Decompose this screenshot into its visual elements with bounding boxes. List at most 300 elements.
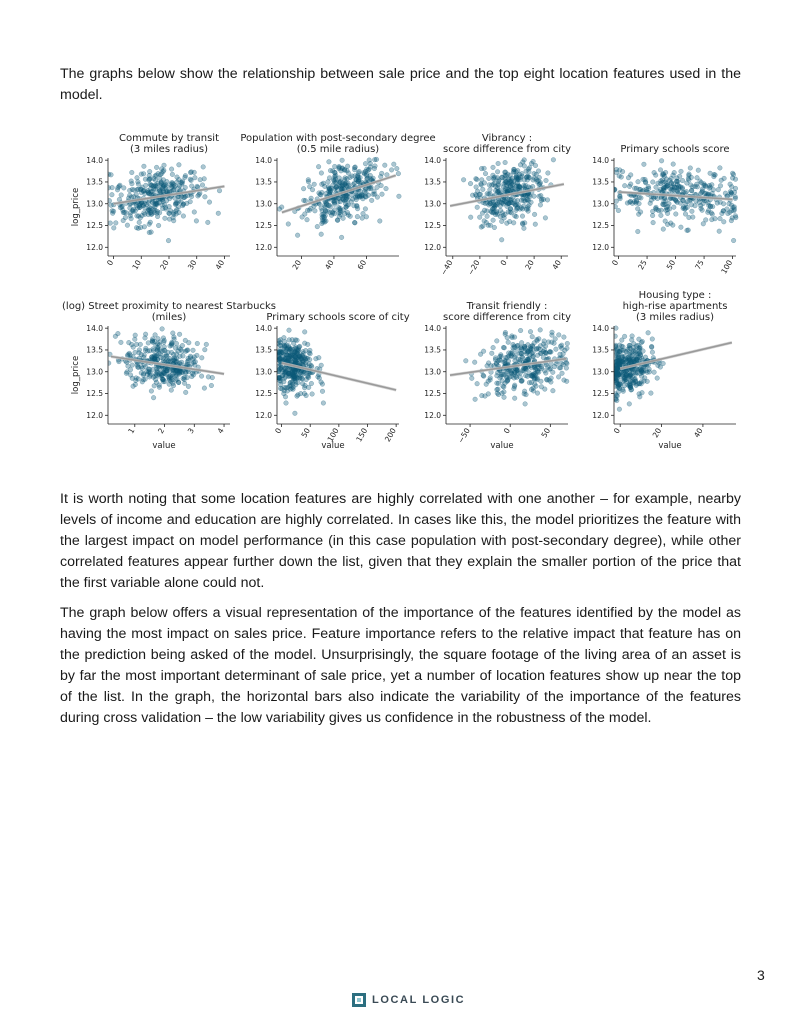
y-tick-label: 14.0 xyxy=(424,323,441,333)
scatter-point xyxy=(633,194,638,199)
y-tick-label: 13.5 xyxy=(424,345,441,355)
scatter-point xyxy=(282,335,287,340)
scatter-point xyxy=(637,201,642,206)
scatter-point xyxy=(654,185,659,190)
scatter-point xyxy=(486,392,491,397)
scatter-point xyxy=(284,401,289,406)
scatter-point xyxy=(160,373,165,378)
scatter-point xyxy=(637,337,642,342)
scatter-point xyxy=(563,348,568,353)
scatter-point xyxy=(159,355,164,360)
scatter-point xyxy=(363,207,368,212)
scatter-point xyxy=(485,191,490,196)
scatter-point xyxy=(334,185,339,190)
scatter-point xyxy=(512,169,517,174)
scatter-point xyxy=(305,208,310,213)
scatter-point xyxy=(282,371,287,376)
scatter-point xyxy=(495,387,500,392)
scatter-point xyxy=(174,341,179,346)
scatter-point xyxy=(157,201,162,206)
scatter-point xyxy=(501,384,506,389)
scatter-point xyxy=(726,211,731,216)
scatter-point xyxy=(652,196,657,201)
scatter-point xyxy=(191,348,196,353)
scatter-point xyxy=(514,375,519,380)
scatter-point xyxy=(531,350,536,355)
y-tick-label: 12.5 xyxy=(255,221,272,231)
scatter-point xyxy=(616,384,621,389)
scatter-point xyxy=(383,163,388,168)
scatter-point xyxy=(495,339,500,344)
y-tick-label: 12.5 xyxy=(86,221,103,231)
scatter-point xyxy=(302,330,307,335)
x-tick-label: 40 xyxy=(692,426,705,440)
scatter-point xyxy=(496,381,501,386)
x-tick-label: 1 xyxy=(126,426,137,436)
scatter-point xyxy=(617,168,622,173)
scatter-point xyxy=(495,201,500,206)
scatter-point xyxy=(355,214,360,219)
scatter-point xyxy=(503,212,508,217)
scatter-point xyxy=(515,348,520,353)
scatter-point xyxy=(562,378,567,383)
scatter-point xyxy=(529,373,534,378)
scatter-point xyxy=(622,183,627,188)
x-axis-label: value xyxy=(490,441,514,451)
scatter-point xyxy=(162,168,167,173)
points xyxy=(612,326,666,412)
scatter-point xyxy=(501,345,506,350)
scatter-point xyxy=(628,199,633,204)
scatter-point xyxy=(532,212,537,217)
panel-title: (miles) xyxy=(151,312,187,323)
scatter-point xyxy=(565,341,570,346)
scatter-point xyxy=(190,362,195,367)
y-axis-label: log_price xyxy=(71,355,81,395)
scatter-point xyxy=(147,207,152,212)
scatter-point xyxy=(485,214,490,219)
scatter-point xyxy=(295,394,300,399)
scatter-point xyxy=(195,341,200,346)
scatter-point xyxy=(309,381,314,386)
scatter-point xyxy=(301,186,306,191)
scatter-point xyxy=(136,214,141,219)
scatter-point xyxy=(116,331,121,336)
scatter-point xyxy=(289,353,294,358)
scatter-point xyxy=(294,347,299,352)
x-tick-label: 20 xyxy=(158,258,171,272)
scatter-point xyxy=(718,200,723,205)
scatter-point xyxy=(490,351,495,356)
scatter-point xyxy=(689,203,694,208)
scatter-point xyxy=(468,181,473,186)
scatter-point xyxy=(369,198,374,203)
scatter-point xyxy=(527,166,532,171)
scatter-point xyxy=(143,336,148,341)
scatter-point xyxy=(710,212,715,217)
scatter-point xyxy=(474,185,479,190)
scatter-point xyxy=(366,193,371,198)
scatter-point xyxy=(169,388,174,393)
scatter-point xyxy=(186,384,191,389)
scatter-point xyxy=(537,194,542,199)
y-axis-label: log_price xyxy=(71,187,81,227)
scatter-point xyxy=(278,386,283,391)
scatter-point xyxy=(332,164,337,169)
scatter-point xyxy=(179,370,184,375)
scatter-point xyxy=(681,206,686,211)
scatter-point xyxy=(644,187,649,192)
scatter-point xyxy=(680,185,685,190)
scatter-point xyxy=(643,180,648,185)
scatter-point xyxy=(306,373,311,378)
y-tick-label: 13.0 xyxy=(424,199,441,209)
footer-logo xyxy=(352,993,465,1007)
scatter-point xyxy=(481,349,486,354)
scatter-point xyxy=(151,395,156,400)
scatter-point xyxy=(396,171,401,176)
scatter-point xyxy=(185,362,190,367)
scatter-point xyxy=(630,359,635,364)
scatter-point xyxy=(307,184,312,189)
scatter-panel xyxy=(592,144,738,275)
scatter-point xyxy=(634,383,639,388)
scatter-point xyxy=(642,369,647,374)
scatter-point xyxy=(146,341,151,346)
scatter-point xyxy=(135,175,140,180)
y-tick-label: 12.5 xyxy=(86,389,103,399)
scatter-point xyxy=(321,401,326,406)
correlation-paragraph: It is worth noting that some location features are highly correlated with one another – for example, nearby levels of income and education are highly correlated. In cases like this, the model prioritizes the feature with the largest impact on model performance (in this case population with post-secondary degree), while other correlated features appear further down the list, given that they explain the smaller portion of the price that the first variable alone could not. xyxy=(60,491,741,591)
scatter-point xyxy=(316,164,321,169)
scatter-point xyxy=(635,367,640,372)
scatter-point xyxy=(130,181,135,186)
panel-title: score difference from city xyxy=(443,144,571,155)
scatter-point xyxy=(512,344,517,349)
scatter-point xyxy=(134,192,139,197)
scatter-point xyxy=(679,169,684,174)
scatter-point xyxy=(523,373,528,378)
scatter-point xyxy=(532,171,537,176)
y-tick-label: 14.0 xyxy=(86,323,103,333)
scatter-point xyxy=(502,395,507,400)
scatter-point xyxy=(305,217,310,222)
scatter-point xyxy=(505,221,510,226)
scatter-point xyxy=(528,329,533,334)
scatter-point xyxy=(479,182,484,187)
scatter-point xyxy=(295,233,300,238)
scatter-point xyxy=(613,187,618,192)
scatter-point xyxy=(551,388,556,393)
scatter-point xyxy=(560,371,565,376)
panel-title: high-rise apartments xyxy=(622,301,728,312)
x-tick-label: 0 xyxy=(501,426,512,436)
intro-paragraph: The graphs below show the relationship between sale price and the top eight location features used in the model. xyxy=(60,66,741,103)
panel-title: Population with post-secondary degree xyxy=(240,133,436,144)
scatter-point xyxy=(138,203,143,208)
scatter-point xyxy=(282,340,287,345)
y-tick-label: 13.0 xyxy=(255,199,272,209)
feature-importance-paragraph: The graph below offers a visual representation of the importance of the features identified by the model as having the most impact on sales price. Feature importance refers to the relative impact that feature has on the prediction being asked of the model. Unsurprisingly, the square footage of the living area of an asset is by far the most important determinant of sale price, yet a number of location features show up near the top of the list. In the graph, the horizontal bars also indicate the variability of the importance of the features during cross validation – the low variability gives us confidence in the robustness of the model. xyxy=(60,605,741,726)
scatter-point xyxy=(109,203,114,208)
scatter-point xyxy=(173,346,178,351)
scatter-point xyxy=(473,397,478,402)
scatter-point xyxy=(561,362,566,367)
scatter-point xyxy=(320,382,325,387)
x-tick-label: 40 xyxy=(323,258,336,272)
scatter-point xyxy=(345,210,350,215)
points xyxy=(612,159,738,243)
scatter-panel xyxy=(240,133,435,271)
scatter-point xyxy=(163,354,168,359)
scatter-point xyxy=(487,176,492,181)
scatter-point xyxy=(340,186,345,191)
scatter-point xyxy=(533,222,538,227)
scatter-point xyxy=(192,210,197,215)
scatter-point xyxy=(352,203,357,208)
scatter-point xyxy=(512,396,517,401)
scatter-point xyxy=(202,386,207,391)
panel-title: Transit friendly : xyxy=(466,301,548,312)
scatter-point xyxy=(483,171,488,176)
scatter-point xyxy=(504,199,509,204)
scatter-point xyxy=(689,188,694,193)
scatter-point xyxy=(655,376,660,381)
scatter-point xyxy=(650,350,655,355)
scatter-point xyxy=(130,363,135,368)
scatter-point xyxy=(131,384,136,389)
scatter-point xyxy=(175,369,180,374)
scatter-point xyxy=(542,339,547,344)
scatter-point xyxy=(176,380,181,385)
scatter-point xyxy=(336,200,341,205)
scatter-point xyxy=(207,200,212,205)
scatter-point xyxy=(124,371,129,376)
scatter-point xyxy=(181,354,186,359)
scatter-point xyxy=(640,356,645,361)
scatter-point xyxy=(285,356,290,361)
scatter-point xyxy=(731,172,736,177)
scatter-point xyxy=(202,177,207,182)
scatter-point xyxy=(686,228,691,233)
scatter-point xyxy=(327,176,332,181)
scatter-point xyxy=(494,210,499,215)
scatter-point xyxy=(177,210,182,215)
y-tick-label: 12.5 xyxy=(255,389,272,399)
scatter-point xyxy=(288,347,293,352)
scatter-point xyxy=(177,332,182,337)
y-tick-label: 12.0 xyxy=(592,242,609,252)
scatter-point xyxy=(529,387,534,392)
scatter-point xyxy=(169,343,174,348)
scatter-point xyxy=(342,177,347,182)
scatter-point xyxy=(181,376,186,381)
scatter-point xyxy=(181,202,186,207)
scatter-point xyxy=(153,174,158,179)
scatter-point xyxy=(693,184,698,189)
scatter-point xyxy=(499,354,504,359)
scatter-point xyxy=(479,178,484,183)
scatter-point xyxy=(529,200,534,205)
scatter-point xyxy=(538,351,543,356)
scatter-point xyxy=(157,210,162,215)
scatter-point xyxy=(671,162,676,167)
scatter-point xyxy=(320,389,325,394)
scatter-point xyxy=(283,395,288,400)
scatter-point xyxy=(713,216,718,221)
x-tick-label: 100 xyxy=(325,426,341,444)
scatter-point xyxy=(363,189,368,194)
scatter-point xyxy=(516,177,521,182)
scatter-point xyxy=(161,185,166,190)
scatter-point xyxy=(133,333,138,338)
scatter-point xyxy=(301,359,306,364)
scatter-point xyxy=(649,344,654,349)
scatter-point xyxy=(173,202,178,207)
scatter-point xyxy=(201,165,206,170)
scatter-point xyxy=(478,192,483,197)
scatter-point xyxy=(533,163,538,168)
y-tick-label: 14.0 xyxy=(592,323,609,333)
scatter-point xyxy=(374,157,379,162)
scatter-point xyxy=(152,384,157,389)
scatter-point xyxy=(139,371,144,376)
scatter-point xyxy=(304,393,309,398)
scatter-point xyxy=(357,169,362,174)
y-tick-label: 12.0 xyxy=(424,242,441,252)
scatter-point xyxy=(131,345,136,350)
scatter-point xyxy=(520,378,525,383)
scatter-point xyxy=(183,185,188,190)
scatter-point xyxy=(499,238,504,243)
y-tick-label: 12.0 xyxy=(255,410,272,420)
scatter-point xyxy=(680,198,685,203)
scatter-point xyxy=(177,199,182,204)
scatter-point xyxy=(364,215,369,220)
y-tick-label: 13.0 xyxy=(255,367,272,377)
scatter-point xyxy=(179,347,184,352)
scatter-point xyxy=(173,357,178,362)
panel-title: (3 miles radius) xyxy=(129,144,209,155)
scatter-point xyxy=(153,377,158,382)
scatter-point xyxy=(639,196,644,201)
scatter-point xyxy=(729,203,734,208)
scatter-point xyxy=(158,340,163,345)
scatter-point xyxy=(553,337,558,342)
scatter-point xyxy=(341,216,346,221)
scatter-point xyxy=(395,166,400,171)
scatter-point xyxy=(149,389,154,394)
scatter-point xyxy=(479,166,484,171)
logo-text: LOCAL LOGIC xyxy=(372,994,466,1006)
scatter-point xyxy=(378,219,383,224)
scatter-point xyxy=(204,342,209,347)
scatter-point xyxy=(720,211,725,216)
x-tick-label: −50 xyxy=(456,426,472,445)
points xyxy=(277,157,401,240)
scatter-point xyxy=(170,172,175,177)
x-tick-label: 0 xyxy=(611,426,622,436)
scatter-point xyxy=(302,341,307,346)
scatter-point xyxy=(158,347,163,352)
page-number: 3 xyxy=(757,967,765,983)
scatter-point xyxy=(636,179,641,184)
scatter-point xyxy=(503,160,508,165)
scatter-point xyxy=(150,200,155,205)
scatter-point xyxy=(389,168,394,173)
scatter-point xyxy=(717,229,722,234)
scatter-point xyxy=(464,359,469,364)
scatter-point xyxy=(557,333,562,338)
scatter-point xyxy=(169,167,174,172)
x-tick-label: 75 xyxy=(693,258,706,272)
scatter-point xyxy=(520,207,525,212)
scatter-point xyxy=(154,165,159,170)
scatter-point xyxy=(313,209,318,214)
scatter-point xyxy=(615,349,620,354)
panel-title: Primary schools score of city xyxy=(266,312,410,323)
scatter-point xyxy=(539,385,544,390)
scatter-point xyxy=(672,170,677,175)
scatter-point xyxy=(529,366,534,371)
scatter-point xyxy=(522,344,527,349)
x-tick-label: −20 xyxy=(465,258,482,277)
scatter-point xyxy=(649,391,654,396)
scatter-point xyxy=(328,168,333,173)
scatter-point xyxy=(119,340,124,345)
y-tick-label: 12.5 xyxy=(424,389,441,399)
scatter-point xyxy=(359,193,364,198)
scatter-point xyxy=(528,344,533,349)
scatter-point xyxy=(159,181,164,186)
scatter-point xyxy=(688,166,693,171)
scatter-point xyxy=(167,217,172,222)
scatter-point xyxy=(141,172,146,177)
scatter-point xyxy=(636,229,641,234)
x-tick-label: −40 xyxy=(438,258,455,277)
scatter-point xyxy=(627,184,632,189)
scatter-point xyxy=(523,402,528,407)
scatter-point xyxy=(628,173,633,178)
panel-title: (3 miles radius) xyxy=(635,312,715,323)
scatter-point xyxy=(468,215,473,220)
scatter-point xyxy=(524,392,529,397)
scatter-point xyxy=(137,220,142,225)
scatter-point xyxy=(637,392,642,397)
scatter-point xyxy=(139,190,144,195)
x-tick-label: 0 xyxy=(273,426,284,436)
y-tick-label: 13.0 xyxy=(592,367,609,377)
scatter-point xyxy=(333,173,338,178)
x-tick-label: 50 xyxy=(664,258,678,272)
scatter-point xyxy=(523,193,528,198)
scatter-point xyxy=(535,368,540,373)
y-tick-label: 13.0 xyxy=(592,199,609,209)
scatter-point xyxy=(722,176,727,181)
scatter-point xyxy=(171,331,176,336)
scatter-point xyxy=(698,179,703,184)
y-tick-label: 13.5 xyxy=(424,177,441,187)
scatter-point xyxy=(507,177,512,182)
scatter-point xyxy=(489,209,494,214)
scatter-point xyxy=(617,407,622,412)
scatter-point xyxy=(179,194,184,199)
scatter-point xyxy=(179,180,184,185)
scatter-point xyxy=(496,392,501,397)
scatter-point xyxy=(475,381,480,386)
scatter-point xyxy=(128,353,133,358)
scatter-point xyxy=(320,221,325,226)
